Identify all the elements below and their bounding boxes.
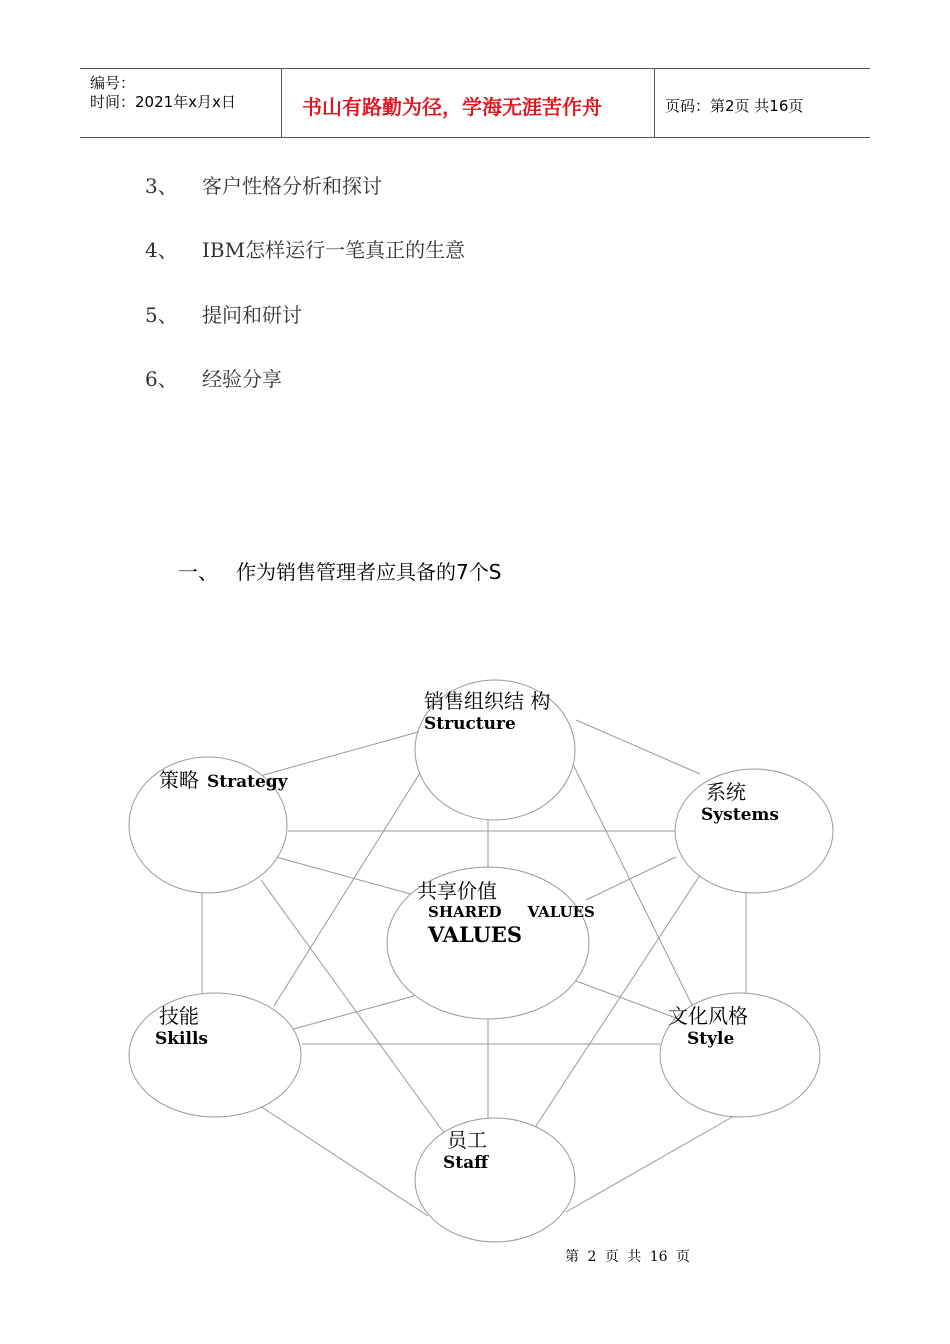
shared-values-label-en: SHARED VALUES: [428, 903, 595, 921]
footer-page-number: 2: [587, 1249, 597, 1265]
section-title-text: 作为销售管理者应具备的7个S: [236, 560, 502, 584]
staff-label-zh: 员工: [447, 1128, 487, 1152]
page-number-label: 页码：第2页 共16页: [665, 97, 804, 115]
systems-circle: [675, 769, 833, 893]
line-shared-style: [576, 981, 676, 1018]
shared-values-label-zh: 共享价值: [417, 879, 497, 903]
footer-gong: 共: [627, 1249, 642, 1265]
footer-ye: 页: [604, 1249, 619, 1265]
list-item-number: 5、: [145, 303, 178, 327]
staff-label-en: Staff: [443, 1153, 489, 1173]
list-item-text: 提问和研讨: [202, 303, 302, 327]
list-item-text: 客户性格分析和探讨: [202, 174, 382, 198]
skills-label-en: Skills: [155, 1029, 209, 1049]
style-label-zh: 文化风格: [668, 1004, 748, 1028]
number-label: 编号：: [90, 74, 136, 92]
line-structure-systems: [576, 720, 700, 774]
time-label: 时间：2021年x月x日: [90, 93, 236, 111]
line-strategy-structure: [260, 732, 418, 776]
structure-label-en: Structure: [424, 714, 516, 734]
systems-label-en: Systems: [701, 805, 779, 825]
skills-label-zh: 技能: [159, 1004, 199, 1028]
line-style-staff: [566, 1116, 734, 1212]
style-label-en: Style: [687, 1029, 735, 1049]
line-systems-shared: [586, 857, 676, 900]
list-item-text: IBM怎样运行一笔真正的生意: [202, 238, 466, 262]
list-item-number: 3、: [145, 174, 178, 198]
page-footer: [565, 1246, 694, 1266]
staff-circle: [415, 1118, 575, 1242]
structure-label-zh: 销售组织结 构: [424, 689, 551, 713]
motto-text: 书山有路勤为径，学海无涯苦作舟: [302, 95, 602, 119]
list-item-number: 6、: [145, 367, 178, 391]
systems-label-zh: 系统: [706, 780, 746, 804]
footer-di: 第: [565, 1249, 579, 1265]
line-skills-shared: [290, 996, 414, 1030]
list-item-text: 经验分享: [202, 367, 282, 391]
section-number: 一、: [178, 560, 218, 584]
strategy-label-zh: 策略: [159, 768, 199, 792]
footer-ye-end: 页: [676, 1249, 691, 1265]
line-skills-staff: [260, 1106, 428, 1216]
list-item-number: 4、: [145, 238, 178, 262]
strategy-label-en: Strategy: [207, 772, 288, 792]
values-label: VALUES: [428, 922, 523, 947]
skills-circle: [129, 993, 301, 1117]
footer-total-pages: 16: [649, 1249, 668, 1265]
